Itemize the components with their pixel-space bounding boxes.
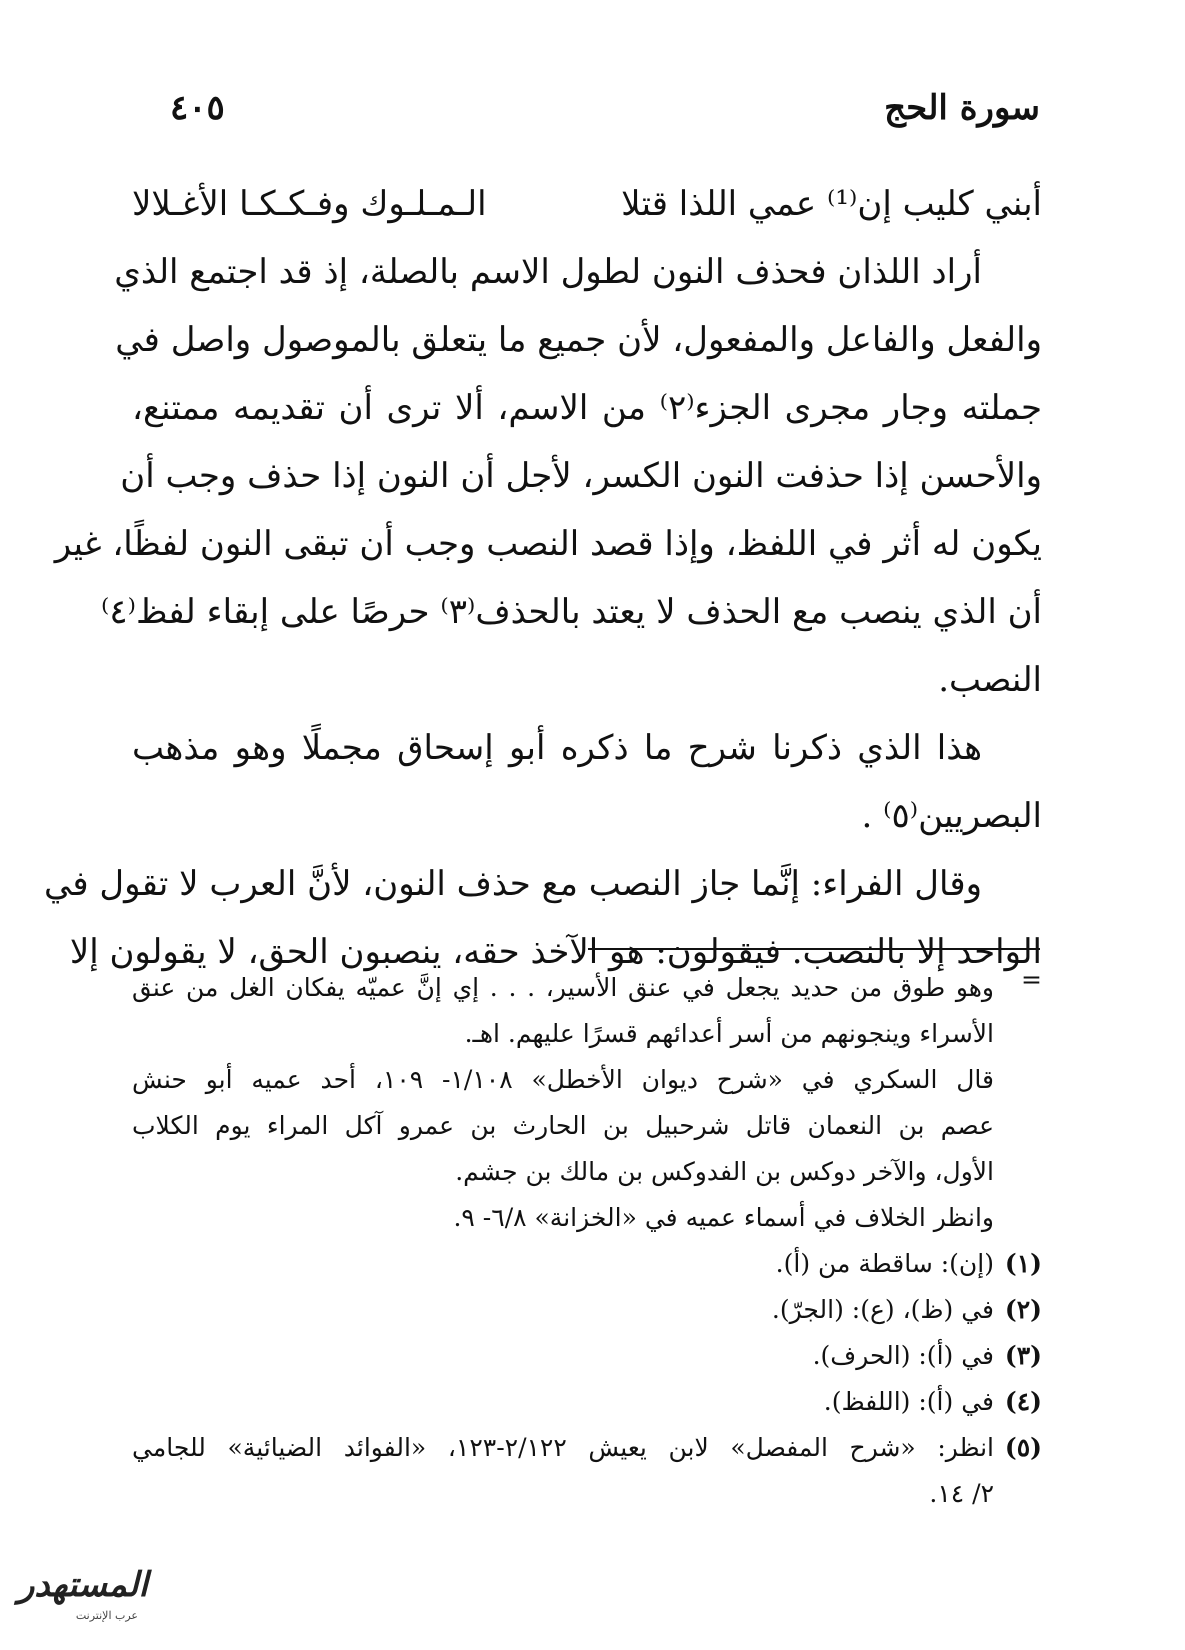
page-number: ٤٠٥ bbox=[170, 88, 225, 128]
footnote-item bbox=[132, 1333, 1042, 1379]
text-line: جملته وجار مجرى الجزء⁽٢⁾ من الاسم، ألا ترى أن تقديمه ممتنع، bbox=[132, 388, 1042, 428]
text-line: النصب. bbox=[938, 660, 1042, 700]
note-line: وانظر الخلاف في أسماء عميه في «الخزانة» ٦/٨- ٩. bbox=[453, 1203, 994, 1232]
text-line: هذا الذي ذكرنا شرح ما ذكره أبو إسحاق مجملًا وهو مذهب bbox=[132, 728, 982, 768]
publisher-logo bbox=[8, 1565, 148, 1635]
text-line: أراد اللذان فحذف النون لطول الاسم بالصلة، إذ قد اجتمع الذي bbox=[114, 252, 982, 292]
poetry-verse bbox=[132, 170, 1042, 238]
footnote-text: في (أ): (الحرف). bbox=[812, 1341, 994, 1370]
text-line: البصريين⁽٥⁾ . bbox=[861, 796, 1042, 836]
surah-title: سورة الحج bbox=[884, 88, 1040, 128]
footnote-number: (٥) bbox=[1004, 1433, 1042, 1462]
verse-second-hemistich: الـمـلـوك وفـكـكـا الأغـلالا bbox=[132, 184, 487, 224]
note-line: قال السكري في «شرح ديوان الأخطل» ١/١٠٨- ١٠٩، أحد عميه أبو حنش bbox=[132, 1065, 994, 1094]
note-line: الأول، والآخر دوكس بن الفدوكس بن مالك بن جشم. bbox=[455, 1157, 994, 1186]
footnote-item bbox=[132, 1241, 1042, 1287]
footnote-number: (١) bbox=[1004, 1249, 1042, 1278]
note-line: الأسراء وينجونهم من أسر أعدائهم قسرًا عليهم. اهـ. bbox=[464, 1019, 994, 1048]
verse-first-hemistich: أبني كليب إن⁽¹⁾ عمي اللذا قتلا bbox=[621, 184, 1042, 224]
footnote-number: (٢) bbox=[1004, 1295, 1042, 1324]
footnote-text: (إن): ساقطة من (أ). bbox=[775, 1249, 994, 1278]
text-line: والفعل والفاعل والمفعول، لأن جميع ما يتعلق بالموصول واصل في bbox=[115, 320, 1042, 360]
footnote-item bbox=[132, 1425, 1042, 1471]
footnote-continuation: ٢/ ١٤. bbox=[929, 1479, 994, 1508]
logo-text: المستهدر bbox=[18, 1565, 148, 1605]
note-line: وهو طوق من حديد يجعل في عنق الأسير، . . . إي إنَّ عميّه يفكان الغل من عنق bbox=[132, 973, 994, 1002]
main-text bbox=[44, 238, 1042, 986]
continuation-mark: = bbox=[1021, 965, 1042, 994]
footnote-text: في (ظ)، (ع): (الجرّ). bbox=[771, 1295, 994, 1324]
footnote-text: في (أ): (اللفظ). bbox=[823, 1387, 994, 1416]
note-line: عصم بن النعمان قاتل شرحبيل بن الحارث بن عمرو آكل المراء يوم الكلاب bbox=[132, 1111, 994, 1140]
continued-note bbox=[132, 965, 1042, 1241]
footnote-separator bbox=[588, 948, 1040, 950]
logo-subtext: عرب الإنترنت bbox=[75, 1609, 138, 1622]
text-line: والأحسن إذا حذفت النون الكسر، لأجل أن النون إذا حذف وجب أن bbox=[120, 456, 1042, 496]
footnote-item bbox=[132, 1379, 1042, 1425]
text-line: وقال الفراء: إنَّما جاز النصب مع حذف النون، لأنَّ العرب لا تقول في bbox=[44, 864, 982, 904]
footnote-item bbox=[132, 1287, 1042, 1333]
footnote-text: انظر: «شرح المفصل» لابن يعيش ٢/١٢٢-١٢٣، «الفوائد الضيائية» للجامي bbox=[132, 1433, 994, 1462]
footnote-number: (٣) bbox=[1004, 1341, 1042, 1370]
footnote-number: (٤) bbox=[1004, 1387, 1042, 1416]
text-line: الواحد إلا بالنصب. فيقولون: هو الآخذ حقه، ينصبون الحق، لا يقولون إلا bbox=[69, 932, 1042, 972]
page-header bbox=[170, 88, 1040, 138]
footnotes-section bbox=[132, 965, 1042, 1517]
text-line: أن الذي ينصب مع الحذف لا يعتد بالحذف⁽٣⁾ حرصًا على إبقاء لفظ⁽٤⁾ bbox=[100, 592, 1042, 632]
text-line: يكون له أثر في اللفظ، وإذا قصد النصب وجب أن تبقى النون لفظًا، غير bbox=[54, 524, 1042, 564]
